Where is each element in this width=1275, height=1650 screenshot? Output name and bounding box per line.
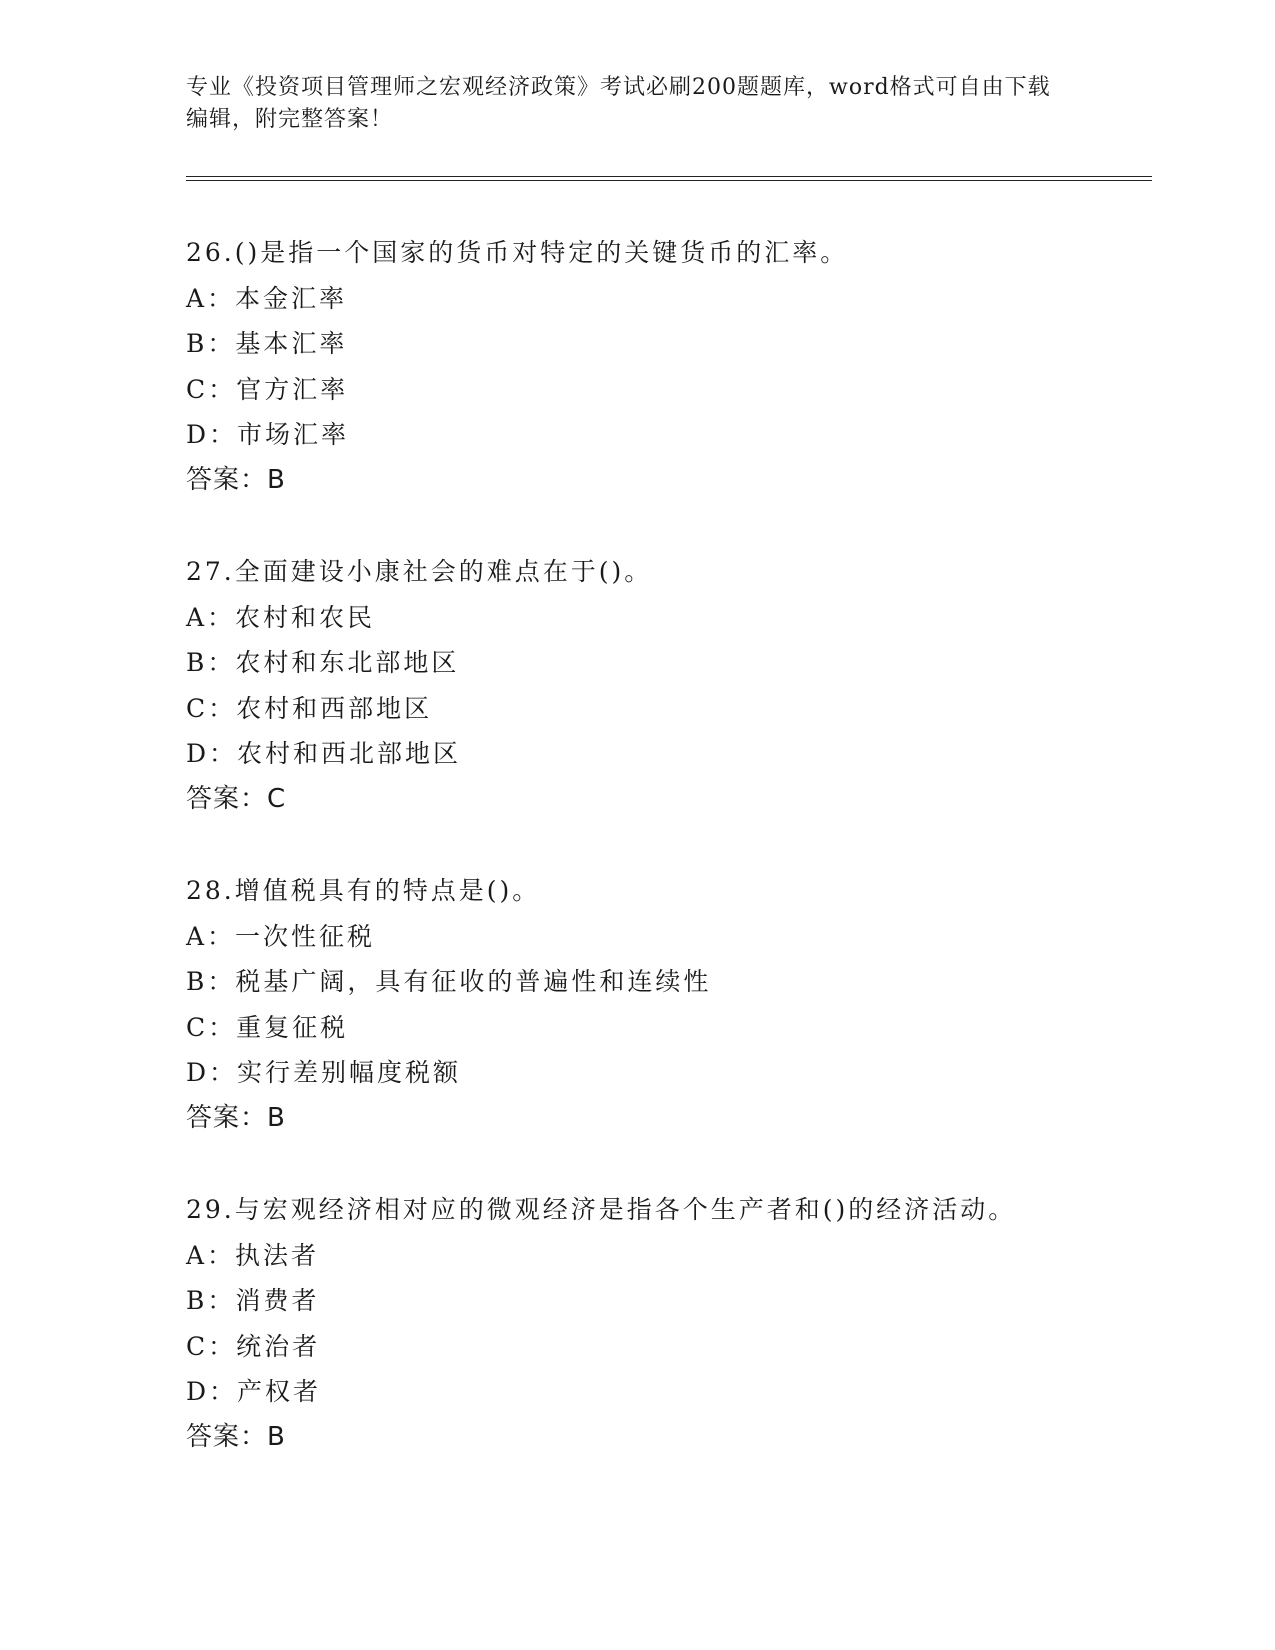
document-intro: 专业《投资项目管理师之宏观经济政策》考试必刷200题题库，word格式可自由下载编辑，附完整答案！ xyxy=(186,75,1051,132)
option-b: B：农村和东北部地区 xyxy=(186,648,460,677)
option-d: D：农村和西北部地区 xyxy=(186,739,462,768)
question-block xyxy=(186,868,1146,1141)
option-b: B：基本汇率 xyxy=(186,329,348,358)
answer-line: 答案：B xyxy=(186,1102,286,1133)
option-d: D：实行差别幅度税额 xyxy=(186,1058,462,1087)
option-a: A：执法者 xyxy=(186,1240,320,1270)
option-d: D：市场汇率 xyxy=(186,420,350,449)
option-d: D：产权者 xyxy=(186,1377,322,1406)
option-b: B：税基广阔，具有征收的普遍性和连续性 xyxy=(186,967,712,996)
option-a: A：农村和农民 xyxy=(186,602,376,632)
question-stem: 27.全面建设小康社会的难点在于()。 xyxy=(186,557,653,586)
option-c: C：统治者 xyxy=(186,1331,321,1361)
answer-line: 答案：C xyxy=(186,783,287,814)
option-a: A：本金汇率 xyxy=(186,283,348,313)
option-b: B：消费者 xyxy=(186,1286,320,1315)
answer-line: 答案：B xyxy=(186,464,286,495)
option-c: C：重复征税 xyxy=(186,1012,349,1042)
header-double-rule xyxy=(186,176,1152,181)
option-c: C：官方汇率 xyxy=(186,374,349,404)
answer-line: 答案：B xyxy=(186,1421,286,1452)
question-block xyxy=(186,230,1146,503)
question-stem: 28.增值税具有的特点是()。 xyxy=(186,876,541,905)
question-stem: 29.与宏观经济相对应的微观经济是指各个生产者和()的经济活动。 xyxy=(186,1195,1017,1224)
option-c: C：农村和西部地区 xyxy=(186,693,433,723)
question-stem: 26.()是指一个国家的货币对特定的关键货币的汇率。 xyxy=(186,238,849,267)
question-block xyxy=(186,549,1146,822)
option-a: A：一次性征税 xyxy=(186,921,376,951)
question-block xyxy=(186,1187,1146,1460)
